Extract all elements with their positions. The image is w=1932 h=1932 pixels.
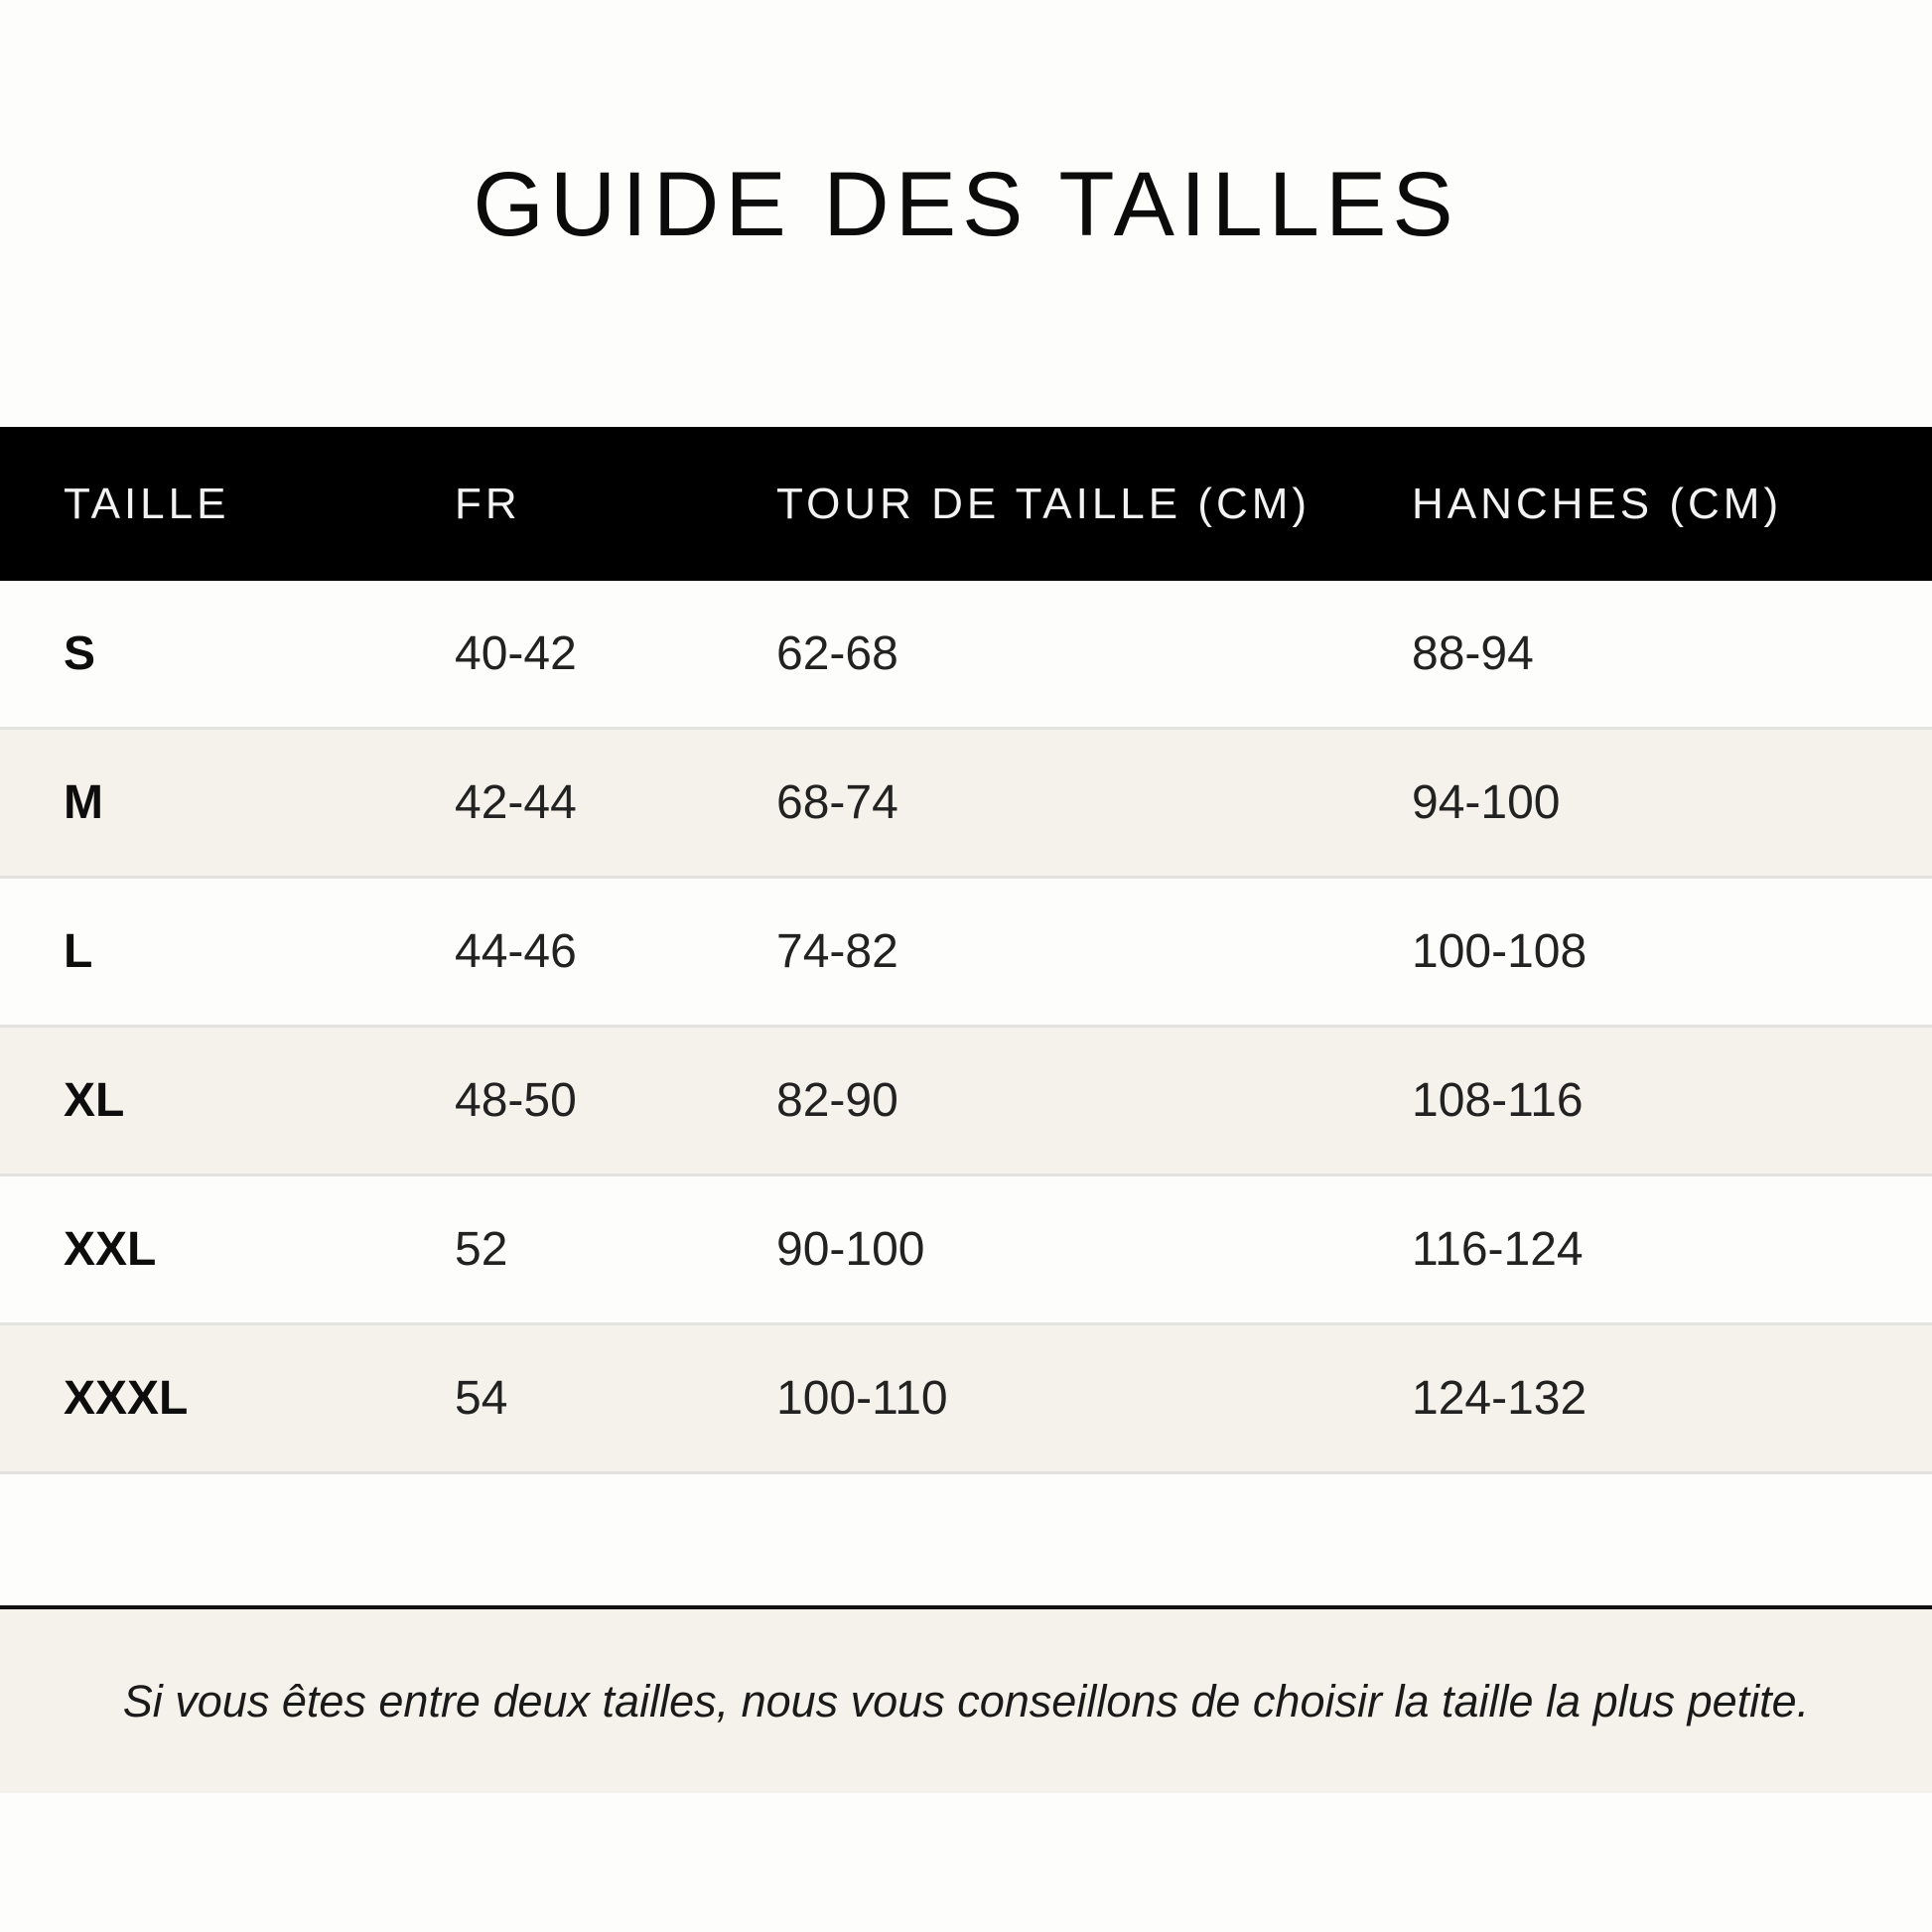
hips-cm: 100-108 (1412, 925, 1587, 978)
size-label: L (64, 925, 93, 978)
size-label: XL (64, 1074, 125, 1127)
footer-note: Si vous êtes entre deux tailles, nous vous conseillons de choisir la taille la plus petite. (122, 1675, 1810, 1726)
hips-cm: 124-132 (1412, 1372, 1587, 1425)
waist-cm: 74-82 (776, 925, 898, 978)
hips-cm: 88-94 (1412, 627, 1534, 680)
page-title: GUIDE DES TAILLES (473, 154, 1459, 255)
fr-size: 52 (455, 1223, 508, 1276)
header-tour-de-taille: TOUR DE TAILLE (CM) (776, 479, 1311, 528)
hips-cm: 94-100 (1412, 776, 1561, 829)
size-label: XXXL (64, 1372, 189, 1425)
table-row (0, 730, 1932, 879)
header-fr: FR (455, 479, 521, 528)
size-label: M (64, 776, 103, 829)
table-row (0, 581, 1932, 730)
size-table (0, 427, 1932, 1474)
waist-cm: 100-110 (776, 1372, 948, 1425)
waist-cm: 62-68 (776, 627, 898, 680)
table-header-row (0, 427, 1932, 581)
hips-cm: 108-116 (1412, 1074, 1584, 1127)
waist-cm: 82-90 (776, 1074, 898, 1127)
fr-size: 54 (455, 1372, 508, 1425)
fr-size: 40-42 (455, 627, 577, 680)
size-label: S (64, 627, 96, 680)
table-row (0, 1176, 1932, 1325)
fr-size: 44-46 (455, 925, 577, 978)
footer-note-band (0, 1609, 1932, 1793)
fr-size: 48-50 (455, 1074, 577, 1127)
header-hanches: HANCHES (CM) (1412, 479, 1783, 528)
size-label: XXL (64, 1223, 157, 1276)
waist-cm: 90-100 (776, 1223, 925, 1276)
table-row (0, 879, 1932, 1028)
table-row (0, 1325, 1932, 1474)
table-row (0, 1028, 1932, 1176)
fr-size: 42-44 (455, 776, 577, 829)
waist-cm: 68-74 (776, 776, 898, 829)
hips-cm: 116-124 (1412, 1223, 1584, 1276)
header-taille: TAILLE (64, 479, 230, 528)
